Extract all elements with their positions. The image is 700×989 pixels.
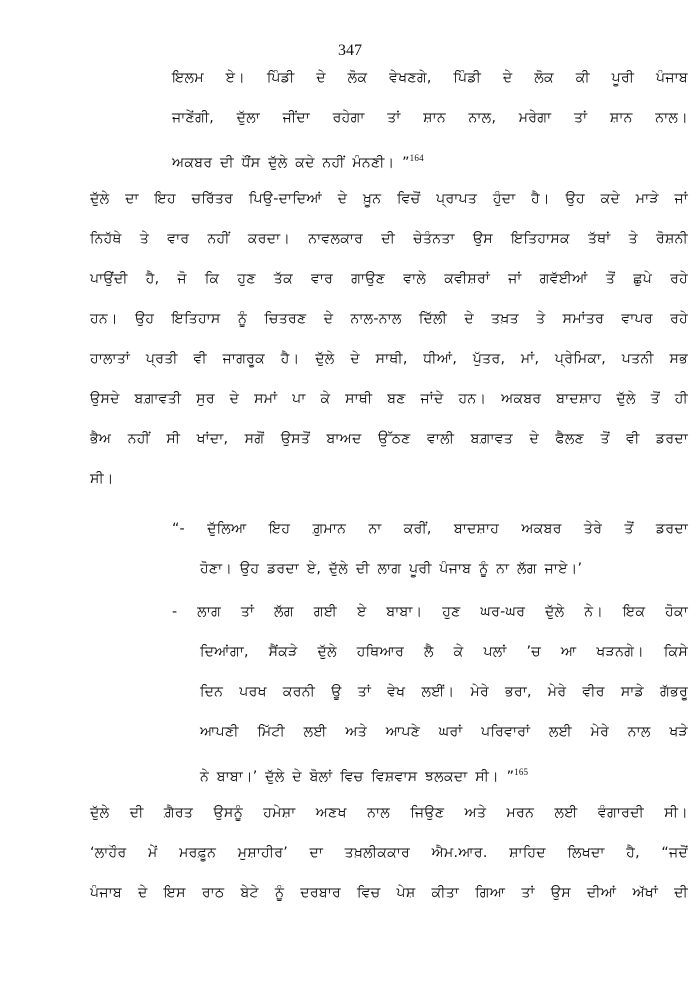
paragraph-line: ਭੈਅ ਨਹੀਂ ਸੀ ਖਾਂਦਾ, ਸਗੋਂ ਉਸਤੋਂ ਬਾਅਦ ਉੱਠਣ ਵਾਲੀ ਬਗ਼ਾਵਤ ਦੇ ਫੈਲਣ ਤੋਂ ਵੀ ਡਰਦਾ xyxy=(90,431,688,447)
page-number: 347 xyxy=(338,42,362,59)
dialogue-text: ਨੇ ਬਾਬਾ।’ ਦੁੱਲੇ ਦੇ ਬੋਲਾਂ ਵਿਚ ਵਿਸ਼ਵਾਸ ਝਲਕਦਾ ਸੀ। ” xyxy=(200,769,515,785)
paragraph-line: ਹਾਲਾਤਾਂ ਪ੍ਰਤੀ ਵੀ ਜਾਗਰੂਕ ਹੈ। ਦੁੱਲੇ ਦੇ ਸਾਥੀ, ਧੀਆਂ, ਪੁੱਤਰ, ਮਾਂ, ਪ੍ਰੇਮਿਕਾ, ਪਤਨੀ ਸਭ xyxy=(90,351,688,367)
paragraph-line: ਪੰਜਾਬ ਦੇ ਇਸ ਰਾਠ ਬੇਟੇ ਨੂੰ ਦਰਬਾਰ ਵਿਚ ਪੇਸ਼ ਕੀਤਾ ਗਿਆ ਤਾਂ ਉਸ ਦੀਆਂ ਅੱਖਾਂ ਦੀ xyxy=(90,885,688,901)
dialogue-line: “- ਦੁੱਲਿਆ ਇਹ ਗ਼ੁਮਾਨ ਨਾ ਕਰੀਂ, ਬਾਦਸ਼ਾਹ ਅਕਬਰ ਤੇਰੇ ਤੋਂ ਡਰਦਾ xyxy=(172,521,688,537)
paragraph-line: ਹਨ। ਉਹ ਇਤਿਹਾਸ ਨੂੰ ਚਿਤਰਣ ਦੇ ਨਾਲ-ਨਾਲ ਦਿੱਲੀ ਦੇ ਤਖ਼ਤ ਤੇ ਸਮਾਂਤਰ ਵਾਪਰ ਰਹੇ xyxy=(90,311,688,327)
quote-line: ਜਾਣੇਂਗੀ, ਦੁੱਲਾ ਜੀਂਦਾ ਰਹੇਗਾ ਤਾਂ ਸ਼ਾਨ ਨਾਲ, ਮਰੇਗਾ ਤਾਂ ਸ਼ਾਨ ਨਾਲ। xyxy=(172,110,688,126)
quote-text: ਅਕਬਰ ਦੀ ਧੌਂਸ ਦੁੱਲੇ ਕਦੇ ਨਹੀਂ ਮੰਨਣੀ। ” xyxy=(172,155,410,171)
paragraph-line: ‘ਲਾਹੌਰ ਮੇਂ ਮਰਫ਼ੂਨ ਮੁਸ਼ਾਹੀਰ’ ਦਾ ਤਖ਼ਲੀਕਕਾਰ ਐਮ.ਆਰ. ਸ਼ਾਹਿਦ ਲਿਖਦਾ ਹੈ, “ਜਦੋਂ xyxy=(90,845,688,861)
dialogue-line: ਦਿਨ ਪਰਖ ਕਰਨੀ ਊ ਤਾਂ ਵੇਖ ਲਈਂ। ਮੇਰੇ ਭਰਾ, ਮੇਰੇ ਵੀਰ ਸਾਡੇ ਗੱਭਰੂ xyxy=(200,684,688,700)
paragraph-line: ਸੀ। xyxy=(90,471,114,487)
paragraph-line: ਦੁੱਲੇ ਦੀ ਗ਼ੈਰਤ ਉਸਨੂੰ ਹਮੇਸ਼ਾ ਅਣਖ ਨਾਲ ਜਿਉਣ ਅਤੇ ਮਰਨ ਲਈ ਵੰਗਾਰਦੀ ਸੀ। xyxy=(90,805,688,821)
footnote-marker: 164 xyxy=(409,153,424,163)
paragraph-line: ਨਿਹੱਥੇ ਤੇ ਵਾਰ ਨਹੀਂ ਕਰਦਾ। ਨਾਵਲਕਾਰ ਦੀ ਚੇਤੰਨਤਾ ਉਸ ਇਤਿਹਾਸਕ ਤੱਥਾਂ ਤੇ ਰੋਸ਼ਨੀ xyxy=(90,231,688,247)
quote-line xyxy=(172,148,688,173)
paragraph-line: ਪਾਉਂਦੀ ਹੈ, ਜੋ ਕਿ ਹੁਣ ਤੱਕ ਵਾਰ ਗਾਉਣ ਵਾਲੇ ਕਵੀਸ਼ਰਾਂ ਜਾਂ ਗਵੱਈਆਂ ਤੋਂ ਛੁਪੇ ਰਹੇ xyxy=(90,271,688,287)
dialogue-line xyxy=(200,762,688,787)
footnote-marker: 165 xyxy=(514,767,529,777)
dialogue-line: ਦਿਆਂਗਾ, ਸੈਂਕੜੇ ਦੁੱਲੇ ਹਥਿਆਰ ਲੈ ਕੇ ਪਲਾਂ ’ਚ ਆ ਖੜਨਗੇ। ਕਿਸੇ xyxy=(200,644,688,660)
dialogue-line: ਹੋਣਾ। ਉਹ ਡਰਦਾ ਏ, ਦੁੱਲੇ ਦੀ ਲਾਗ ਪੂਰੀ ਪੰਜਾਬ ਨੂੰ ਨਾ ਲੱਗ ਜਾਏ।’ xyxy=(200,561,583,577)
paragraph-line: ਦੁੱਲੇ ਦਾ ਇਹ ਚਰਿੱਤਰ ਪਿਉ-ਦਾਦਿਆਂ ਦੇ ਖ਼ੂਨ ਵਿਚੋਂ ਪ੍ਰਾਪਤ ਹੁੰਦਾ ਹੈ। ਉਹ ਕਦੇ ਮਾੜੇ ਜਾਂ xyxy=(90,191,688,207)
paragraph-line: ਉਸਦੇ ਬਗ਼ਾਵਤੀ ਸੁਰ ਦੇ ਸਮਾਂ ਪਾ ਕੇ ਸਾਥੀ ਬਣ ਜਾਂਦੇ ਹਨ। ਅਕਬਰ ਬਾਦਸ਼ਾਹ ਦੁੱਲੇ ਤੋਂ ਹੀ xyxy=(90,391,688,407)
dialogue-line: - ਲਾਗ ਤਾਂ ਲੱਗ ਗਈ ਏ ਬਾਬਾ। ਹੁਣ ਘਰ-ਘਰ ਦੁੱਲੇ ਨੇ। ਇਕ ਹੋਕਾ xyxy=(172,604,688,620)
dialogue-line: ਆਪਣੀ ਮਿੱਟੀ ਲਈ ਅਤੇ ਆਪਣੇ ਘਰਾਂ ਪਰਿਵਾਰਾਂ ਲਈ ਮੇਰੇ ਨਾਲ ਖੜੇ xyxy=(200,724,688,740)
quote-line: ਇਲਮ ਏ। ਪਿੰਡੀ ਦੇ ਲੋਕ ਵੇਖਣਗੇ, ਪਿੰਡੀ ਦੇ ਲੋਕ ਕੀ ਪੂਰੀ ਪੰਜਾਬ xyxy=(172,70,688,86)
